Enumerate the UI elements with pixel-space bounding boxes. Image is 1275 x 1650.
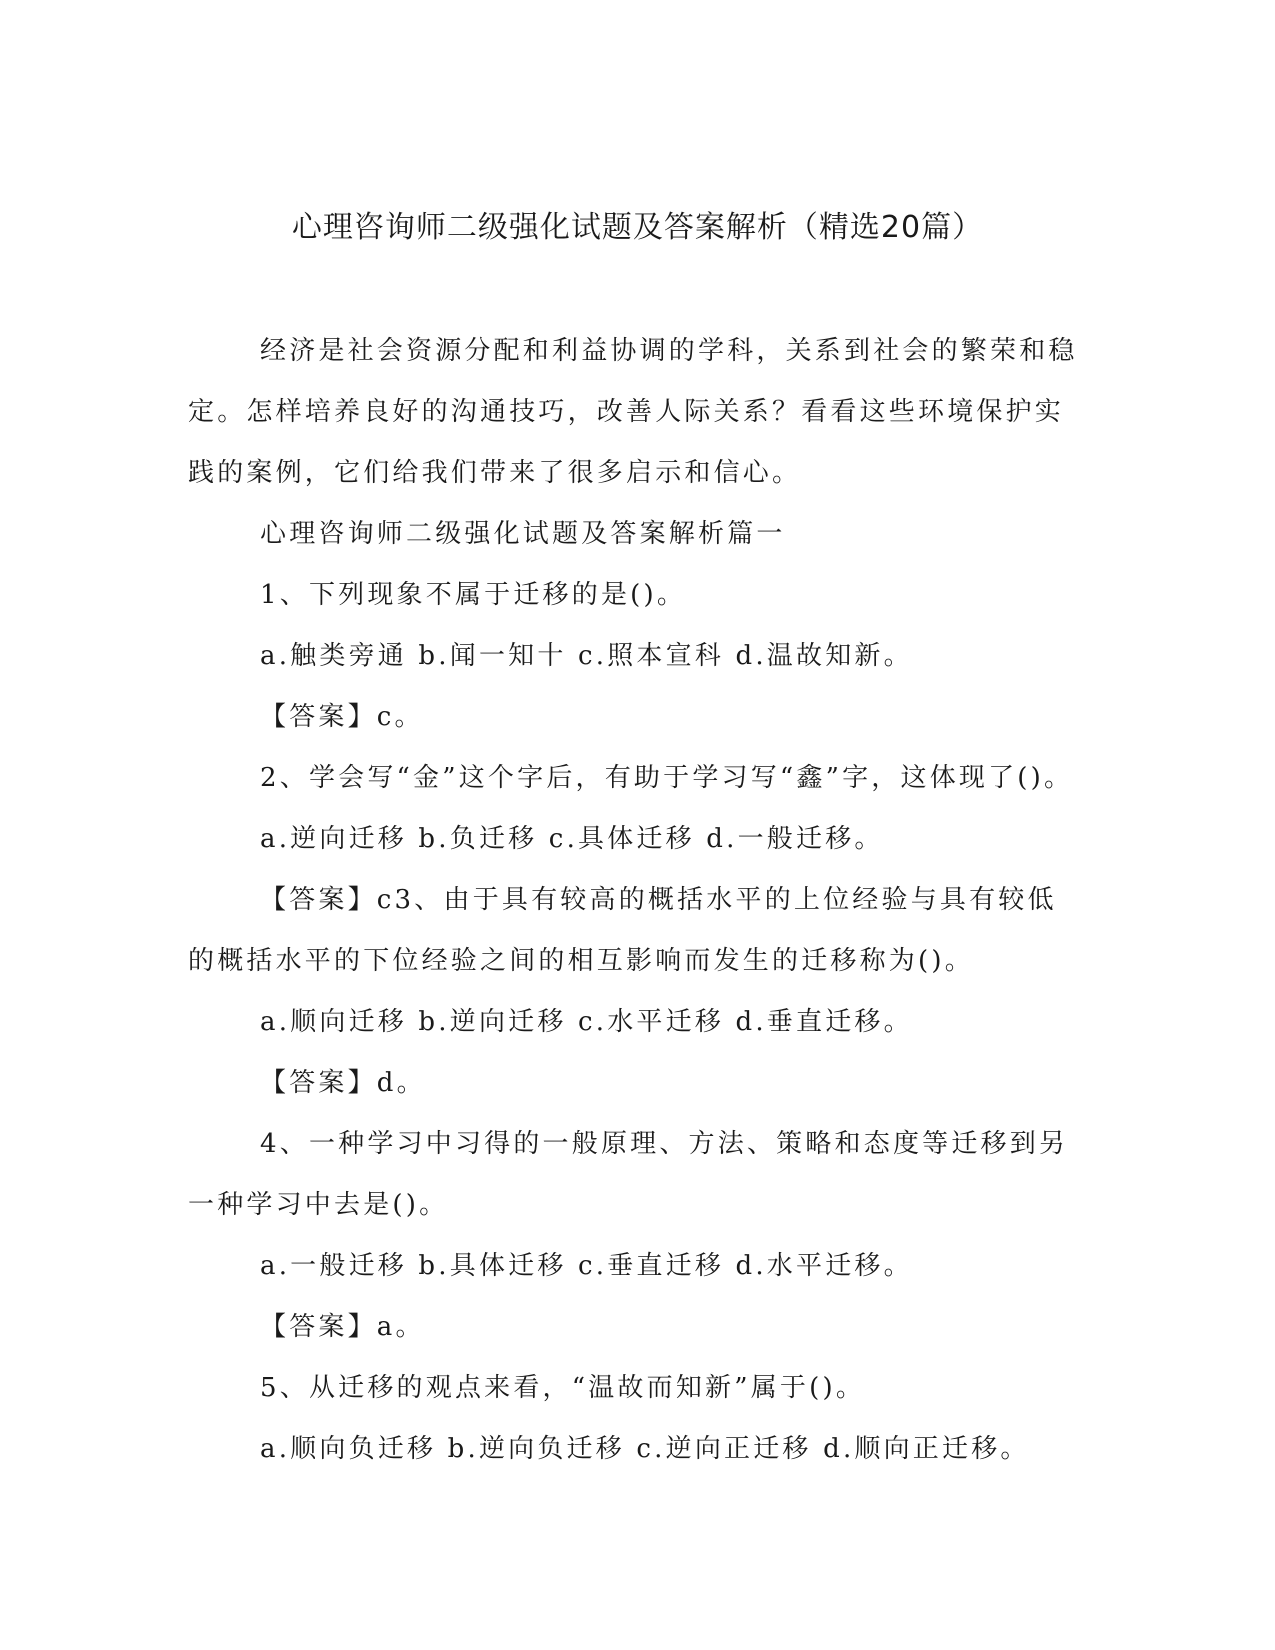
question-5: 5、从迁移的观点来看，“温故而知新”属于()。 bbox=[260, 1373, 866, 1403]
question-1-answer: 【答案】c。 bbox=[260, 702, 424, 732]
question-2-options: a.逆向迁移 b.负迁移 c.具体迁移 d.一般迁移。 bbox=[260, 824, 884, 854]
intro-paragraph: 经济是社会资源分配和利益协调的学科，关系到社会的繁荣和稳定。怎样培养良好的沟通技巧，改善人际关系？看看这些环境保护实践的案例，它们给我们带来了很多启示和信心。 bbox=[188, 336, 1078, 488]
question-1-options: a.触类旁通 b.闻一知十 c.照本宣科 d.温故知新。 bbox=[260, 641, 913, 671]
question-4-answer: 【答案】a。 bbox=[260, 1312, 425, 1342]
section-heading: 心理咨询师二级强化试题及答案解析篇一 bbox=[260, 519, 786, 549]
question-5-options: a.顺向负迁移 b.逆向负迁移 c.逆向正迁移 d.顺向正迁移。 bbox=[260, 1434, 1030, 1464]
document-body bbox=[188, 321, 1078, 1480]
question-4: 4、一种学习中习得的一般原理、方法、策略和态度等迁移到另一种学习中去是()。 bbox=[188, 1129, 1069, 1220]
question-2: 2、学会写“金”这个字后，有助于学习写“鑫”字，这体现了()。 bbox=[260, 763, 1074, 793]
question-2-answer-question-3: 【答案】c3、由于具有较高的概括水平的上位经验与具有较低的概括水平的下位经验之间的相互影响而发生的迁移称为()。 bbox=[188, 885, 1057, 976]
question-1: 1、下列现象不属于迁移的是()。 bbox=[260, 580, 687, 610]
question-3-options: a.顺向迁移 b.逆向迁移 c.水平迁移 d.垂直迁移。 bbox=[260, 1007, 913, 1037]
question-4-options: a.一般迁移 b.具体迁移 c.垂直迁移 d.水平迁移。 bbox=[260, 1251, 913, 1281]
document-title: 心理咨询师二级强化试题及答案解析（精选20篇） bbox=[291, 210, 984, 245]
question-3-answer: 【答案】d。 bbox=[260, 1068, 426, 1098]
